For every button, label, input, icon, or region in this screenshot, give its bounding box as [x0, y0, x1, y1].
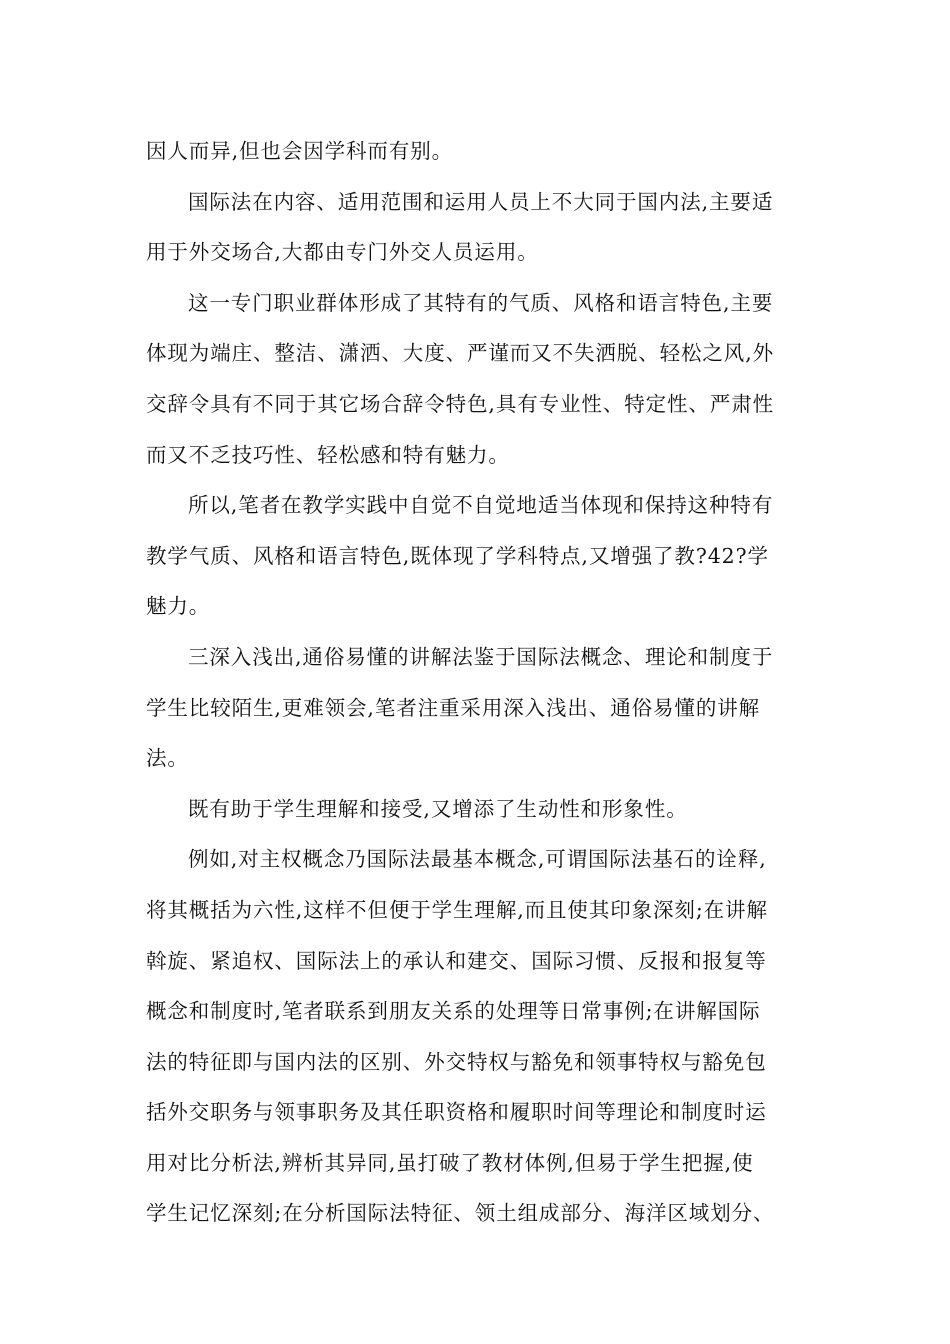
- text-line: 体现为端庄、整洁、潇洒、大度、严谨而又不失洒脱、轻松之风,外: [146, 341, 775, 366]
- text-line: 所以,笔者在教学实践中自觉不自觉地适当体现和保持这种特有: [188, 493, 774, 518]
- text-line: 教学气质、风格和语言特色,既体现了学科特点,又增强了教?42?学: [146, 543, 769, 568]
- text-line: 国际法在内容、适用范围和运用人员上不大同于国内法,主要适: [188, 189, 774, 214]
- text-line: 用于外交场合,大都由专门外交人员运用。: [146, 240, 539, 265]
- text-line: 法。: [146, 746, 189, 771]
- text-line: 这一专门职业群体形成了其特有的气质、风格和语言特色,主要: [188, 290, 774, 315]
- text-line: 而又不乏技巧性、轻松感和特有魅力。: [146, 442, 510, 467]
- text-line: 概念和制度时,笔者联系到朋友关系的处理等日常事例;在讲解国际: [146, 999, 761, 1024]
- text-line: 魅力。: [146, 594, 211, 619]
- text-line: 因人而异,但也会因学科而有别。: [146, 139, 454, 163]
- text-line: 例如,对主权概念乃国际法最基本概念,可谓国际法基石的诠释,: [188, 847, 767, 872]
- text-line: 既有助于学生理解和接受,又增添了生动性和形象性。: [188, 796, 688, 821]
- text-line: 法的特征即与国内法的区别、外交特权与豁免和领事特权与豁免包: [146, 1049, 767, 1074]
- text-line: 将其概括为六性,这样不但便于学生理解,而且使其印象深刻;在讲解: [146, 897, 768, 922]
- text-line: 用对比分析法,辨析其异同,虽打破了教材体例,但易于学生把握,使: [146, 1150, 754, 1175]
- text-line: 学生比较陌生,更难领会,笔者注重采用深入浅出、通俗易懂的讲解: [146, 695, 761, 720]
- text-line: 括外交职务与领事职务及其任职资格和履职时间等理论和制度时运: [146, 1100, 767, 1125]
- text-line: 交辞令具有不同于其它场合辞令特色,具有专业性、特定性、严肃性: [146, 391, 775, 416]
- text-line: 学生记忆深刻;在分析国际法特征、领土组成部分、海洋区域划分、: [146, 1201, 775, 1226]
- text-line: 三深入浅出,通俗易懂的讲解法鉴于国际法概念、理论和制度于: [188, 644, 774, 669]
- body-text: [146, 126, 810, 1239]
- text-line: 斡旋、紧追权、国际法上的承认和建交、国际习惯、反报和报复等: [146, 948, 767, 973]
